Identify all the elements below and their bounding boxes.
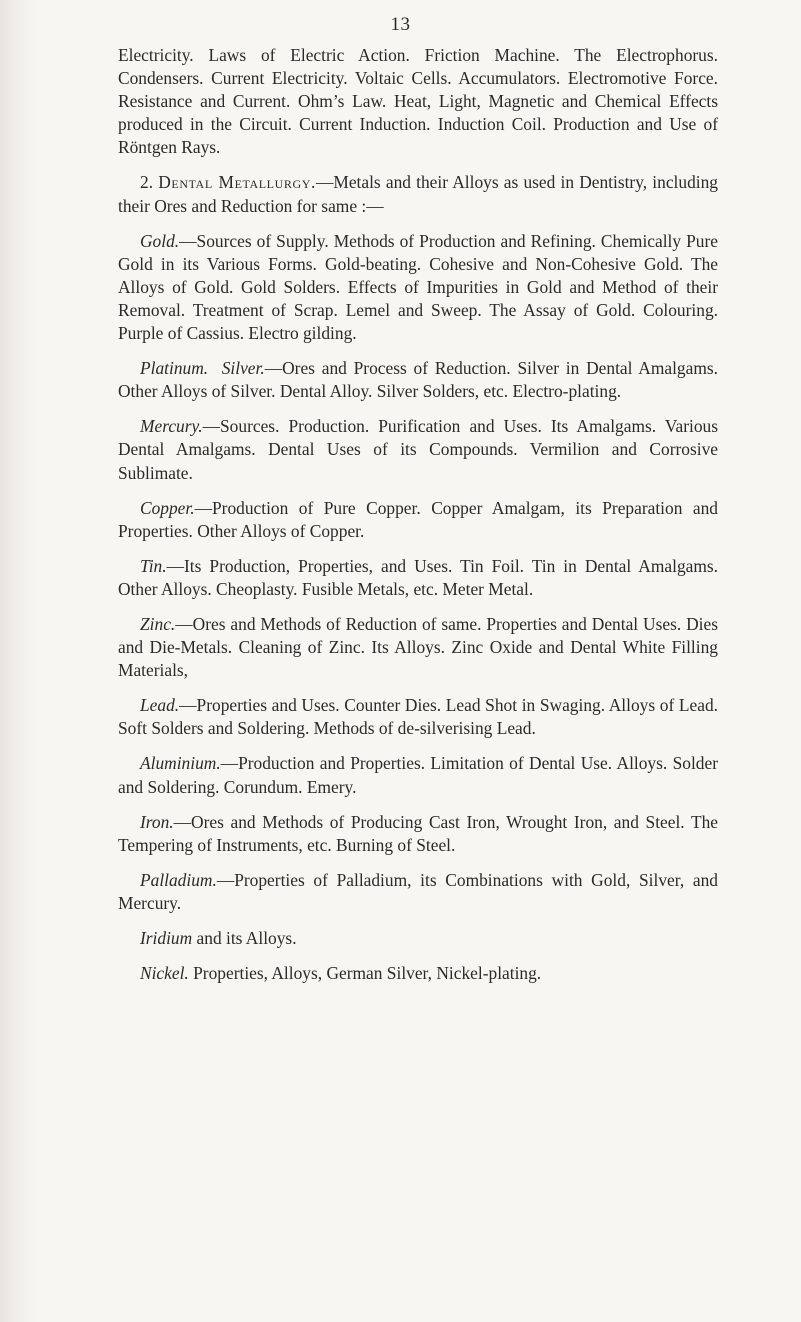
entry-title: Copper.	[140, 497, 195, 518]
entry-palladium	[118, 869, 718, 915]
section-text: —Metals and their Alloys as used in Dentistry, including their Ores and Reduction for same :—	[118, 172, 718, 216]
entry-title: Gold.	[140, 230, 180, 251]
entry-iron	[118, 811, 718, 857]
entry-title: Tin.	[140, 555, 167, 576]
page-edge-shadow	[0, 0, 38, 1322]
entry-title: Iron.	[140, 811, 174, 832]
section-dental-metallurgy	[118, 171, 718, 217]
entry-lead	[118, 694, 718, 740]
section-heading: Dental Metallurgy.	[158, 172, 316, 193]
entry-zinc	[118, 613, 718, 682]
entry-copper	[118, 497, 718, 543]
page-number: 13	[390, 14, 411, 35]
entry-aluminium	[118, 752, 718, 798]
intro-paragraph: Electricity. Laws of Electric Action. Friction Machine. The Electrophorus. Condensers. Current Electricity. Voltaic Cells. Accumulators. Electromotive Force. Resistance and Current. Ohm’s Law. Heat, Light, Magnetic and Chemical Effects produced in the Circuit. Current Induction. Induction Coil. Production and Use of Röntgen Rays.	[118, 45, 718, 158]
entry-title: Iridium	[140, 928, 193, 948]
entry-text: —Ores and Methods of Reduction of same. Properties and Dental Uses. Dies and Die-Metals. Cleaning of Zinc. Its Alloys. Zinc Oxide and Dental White Filling Materials,	[118, 613, 718, 681]
entry-title: Nickel.	[140, 963, 189, 984]
entry-mercury	[118, 415, 718, 484]
entry-text: —Production and Properties. Limitation of Dental Use. Alloys. Solder and Soldering. Corundum. Emery.	[118, 753, 718, 797]
entry-title: Platinum.	[140, 358, 209, 379]
entry-platinum-silver	[118, 357, 718, 403]
entry-title: Zinc.	[140, 613, 176, 634]
entry-text: and its Alloys.	[192, 928, 297, 948]
entry-iridium	[118, 927, 718, 950]
entry-title-secondary: Silver.	[221, 358, 265, 379]
entry-nickel	[118, 962, 718, 985]
entry-title: Aluminium.	[140, 753, 221, 774]
entry-tin	[118, 555, 718, 601]
entry-title: Lead.	[140, 695, 180, 716]
entry-gold	[118, 230, 718, 345]
entry-text: —Ores and Process of Reduction. Silver in Dental Amalgams. Other Alloys of Silver. Dental Alloy. Silver Solders, etc. Electro-plating.	[118, 358, 718, 402]
entry-text: —Sources of Supply. Methods of Production and Refining. Chemically Pure Gold in its Various Forms. Gold-beating. Cohesive and Non-Cohesive Gold. The Alloys of Gold. Gold Solders. Effects of Impurities in Gold and Method of their Removal. Treatment of Scrap. Lemel and Sweep. The Assay of Gold. Colouring. Purple of Cassius. Electro gilding.	[118, 230, 718, 344]
page-body	[118, 44, 718, 997]
entry-text: Properties, Alloys, German Silver, Nickel-plating.	[188, 963, 542, 984]
entry-text: —Sources. Production. Purification and Uses. Its Amalgams. Various Dental Amalgams. Dental Uses of its Compounds. Vermilion and Corrosive Sublimate.	[118, 416, 718, 483]
entry-text: —Properties and Uses. Counter Dies. Lead Shot in Swaging. Alloys of Lead. Soft Solders and Soldering. Methods of de-silverising Lead.	[118, 695, 718, 739]
entry-title: Palladium.	[140, 869, 217, 890]
entry-text: —Production of Pure Copper. Copper Amalgam, its Preparation and Properties. Other Alloys of Copper.	[118, 497, 718, 541]
entry-text: —Ores and Methods of Producing Cast Iron, Wrought Iron, and Steel. The Tempering of Instruments, etc. Burning of Steel.	[118, 811, 718, 855]
entry-title: Mercury.	[140, 416, 203, 437]
section-number: 2.	[140, 172, 154, 193]
entry-text: —Properties of Palladium, its Combinations with Gold, Silver, and Mercury.	[118, 869, 718, 913]
entry-text: —Its Production, Properties, and Uses. Tin Foil. Tin in Dental Amalgams. Other Alloys. Cheoplasty. Fusible Metals, etc. Meter Metal.	[118, 555, 718, 599]
